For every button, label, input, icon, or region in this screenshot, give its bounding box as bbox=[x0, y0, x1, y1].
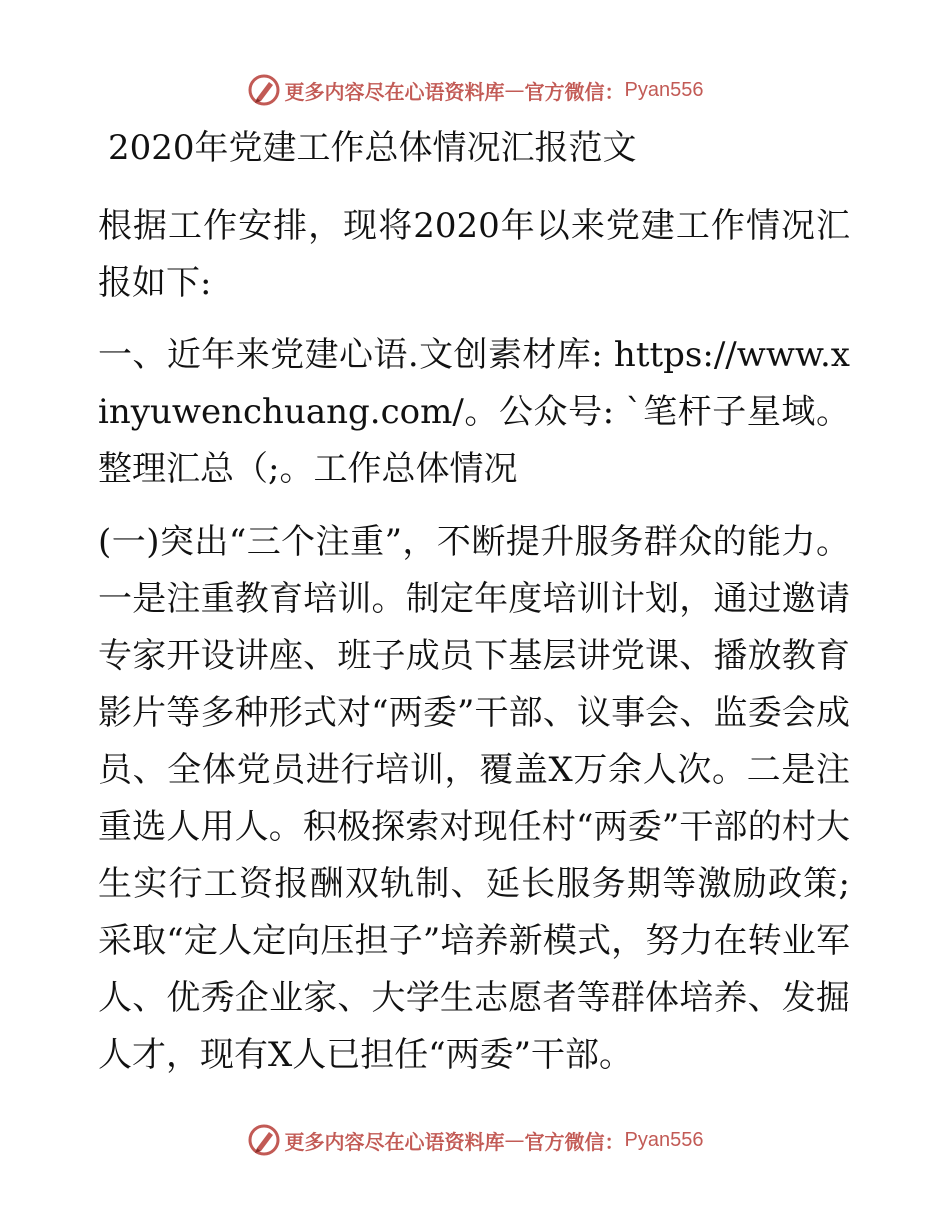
intro-paragraph: 根据工作安排，现将2020年以来党建工作情况汇报如下: bbox=[98, 206, 850, 303]
watermark-account: Pyan556 bbox=[624, 78, 704, 101]
watermark-site-text: 更多内容尽在心语资料库 bbox=[284, 79, 505, 104]
body-paragraph: (一)突出“三个注重”，不断提升服务群众的能力。一是注重教育培训。制定年度培训计划，通过邀请专家开设讲座、班子成员下基层讲党课、播放教育影片等多种形式对“两委”干部、议事会、监委会成员、全体党员进行培训，覆盖X万余人次。二是注重选人用人。积极探索对现任村“两委”干部的村大生实行工资报酬双轨制、延长服务期等激励政策;采取“定人定向压担子”培养新模式，努力在转业军人、优秀企业家、大学生志愿者等群体培养、发掘人才，现有X人已担任“两委”干部。 bbox=[98, 522, 850, 1075]
watermark-site-text: 更多内容尽在心语资料库 bbox=[284, 1129, 505, 1154]
pen-logo-icon bbox=[247, 73, 281, 107]
pen-logo-icon bbox=[247, 1123, 281, 1157]
watermark-wechat-label: 官方微信： bbox=[524, 1129, 625, 1154]
watermark-separator: — bbox=[504, 78, 525, 102]
watermark-banner-bottom bbox=[0, 1120, 950, 1160]
watermark-separator: — bbox=[504, 1128, 525, 1152]
watermark-banner-top bbox=[0, 70, 950, 110]
watermark-account: Pyan556 bbox=[624, 1128, 704, 1151]
watermark-wechat-label: 官方微信： bbox=[524, 79, 625, 104]
document-title: 2020年党建工作总体情况汇报范文 bbox=[108, 128, 637, 168]
section-heading-paragraph: 一、近年来党建心语.文创素材库: https://www.xinyuwenchuang.com/。公众号: `笔杆子星域。整理汇总（;。工作总体情况 bbox=[98, 335, 850, 489]
